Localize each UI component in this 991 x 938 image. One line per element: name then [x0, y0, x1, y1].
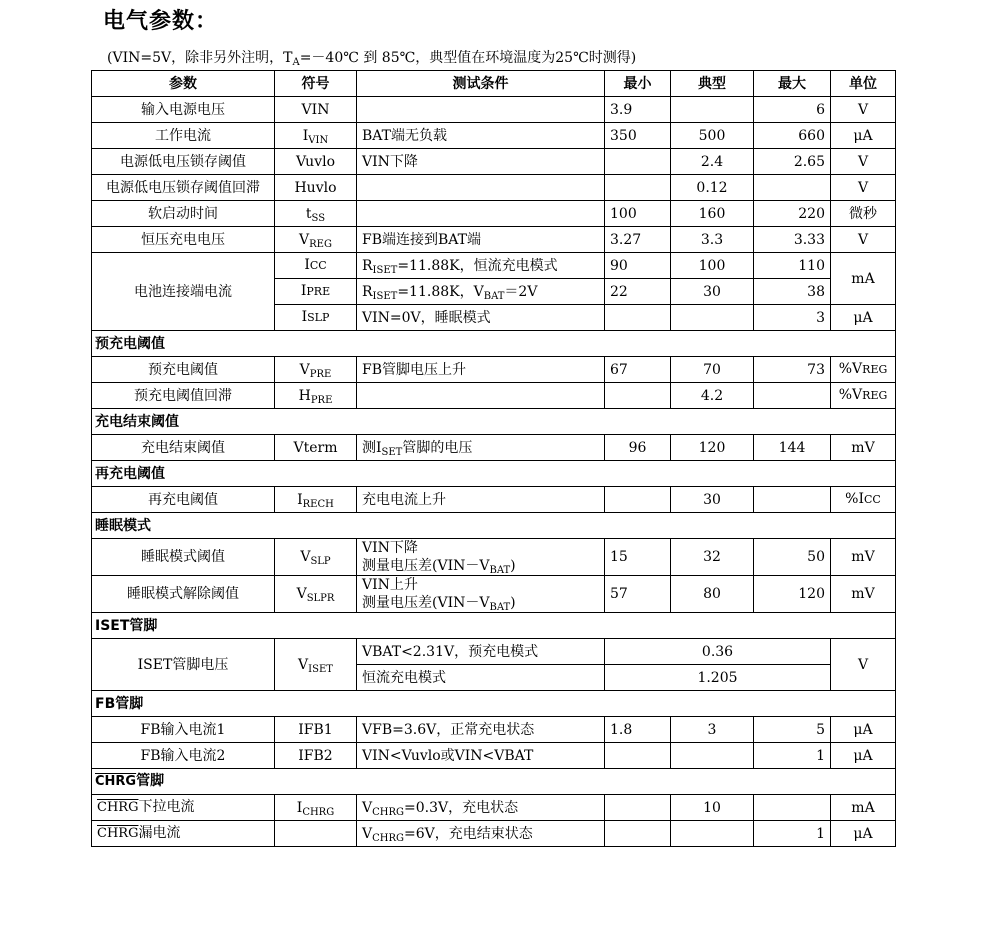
max-cell: [754, 487, 831, 513]
typ-cell: 0.36: [605, 639, 831, 665]
table-row: [92, 383, 896, 409]
section-row-sleep: [92, 513, 896, 539]
min-cell: 90: [605, 253, 671, 279]
condition-cell: BAT端无负载: [357, 123, 605, 149]
unit-cell: mA: [831, 253, 896, 305]
table-row: [92, 201, 896, 227]
param-cell: 电源低电压锁存阈值回滞: [92, 175, 275, 201]
min-cell: 15: [605, 539, 671, 576]
param-cell: 工作电流: [92, 123, 275, 149]
param-cell: 电源低电压锁存阈值: [92, 149, 275, 175]
min-cell: [605, 821, 671, 847]
table-row: [92, 149, 896, 175]
unit-cell: V: [831, 227, 896, 253]
header-typ: 典型: [671, 71, 754, 97]
unit-cell: μA: [831, 717, 896, 743]
unit-cell: %ICC: [831, 487, 896, 513]
param-cell: 恒压充电电压: [92, 227, 275, 253]
max-cell: 3.33: [754, 227, 831, 253]
page-title: 电气参数：: [103, 9, 219, 34]
symbol-cell: Vterm: [275, 435, 357, 461]
section-title: CHRG管脚: [92, 769, 896, 795]
max-cell: 5: [754, 717, 831, 743]
table-row: [92, 639, 896, 665]
table-row: [92, 576, 896, 613]
symbol-cell: IFB1: [275, 717, 357, 743]
symbol-cell: IPRE: [275, 279, 357, 305]
max-cell: 50: [754, 539, 831, 576]
param-cell: 预充电阈值: [92, 357, 275, 383]
condition-cell: $R_{ISET}=11.88K$，恒流充电模式: [357, 253, 605, 279]
typ-cell: 1.205: [605, 665, 831, 691]
typ-cell: 160: [671, 201, 754, 227]
table-row: [92, 227, 896, 253]
table-row: [92, 123, 896, 149]
header-min: 最小: [605, 71, 671, 97]
unit-cell: μA: [831, 123, 896, 149]
electrical-parameters-table: [91, 70, 896, 847]
unit-cell: 微秒: [831, 201, 896, 227]
typ-cell: 30: [671, 279, 754, 305]
condition-cell: VBAT<2.31V，预充电模式: [357, 639, 605, 665]
condition-cell: VIN<Vuvlo或VIN<VBAT: [357, 743, 605, 769]
condition-cell: FB端连接到BAT端: [357, 227, 605, 253]
typ-cell: 0.12: [671, 175, 754, 201]
min-cell: [605, 305, 671, 331]
symbol-cell: $t_{SS}$: [275, 201, 357, 227]
table-row: [92, 539, 896, 576]
typ-cell: [671, 305, 754, 331]
table-row: [92, 97, 896, 123]
param-cell: 充电结束阈值: [92, 435, 275, 461]
unit-cell: mV: [831, 576, 896, 613]
unit-cell: V: [831, 97, 896, 123]
condition-cell: 测$I_{SET}$管脚的电压: [357, 435, 605, 461]
symbol-cell: IFB2: [275, 743, 357, 769]
min-cell: 96: [605, 435, 671, 461]
table-row: [92, 821, 896, 847]
symbol-cell: [275, 821, 357, 847]
max-cell: 38: [754, 279, 831, 305]
typ-cell: 500: [671, 123, 754, 149]
section-title: 睡眠模式: [92, 513, 896, 539]
max-cell: 144: [754, 435, 831, 461]
max-cell: [754, 175, 831, 201]
condition-cell: [357, 175, 605, 201]
min-cell: 3.27: [605, 227, 671, 253]
section-row-iset-pin: [92, 613, 896, 639]
section-title: ISET管脚: [92, 613, 896, 639]
section-row-fb-pin: [92, 691, 896, 717]
condition-cell: [357, 201, 605, 227]
header-unit: 单位: [831, 71, 896, 97]
param-cell: ISET管脚电压: [92, 639, 275, 691]
test-conditions-note: (VIN=5V，除非另外注明，$T_A=-40℃$ 到 85℃，典型值在环境温度为25℃时测得): [107, 50, 637, 68]
unit-cell: mA: [831, 795, 896, 821]
section-title: 预充电阈值: [92, 331, 896, 357]
max-cell: 1: [754, 743, 831, 769]
unit-cell: μA: [831, 743, 896, 769]
param-cell: 再充电阈值: [92, 487, 275, 513]
symbol-cell: $V_{SLPR}$: [275, 576, 357, 613]
max-cell: [754, 795, 831, 821]
header-max: 最大: [754, 71, 831, 97]
section-row-precharge: [92, 331, 896, 357]
condition-cell: $V_{CHRG}=0.3V$，充电状态: [357, 795, 605, 821]
condition-cell: [357, 383, 605, 409]
min-cell: [605, 487, 671, 513]
typ-cell: [671, 743, 754, 769]
header-condition: 测试条件: [357, 71, 605, 97]
param-cell: CHRG下拉电流: [92, 795, 275, 821]
typ-cell: 32: [671, 539, 754, 576]
max-cell: 120: [754, 576, 831, 613]
table-row: [92, 253, 896, 279]
param-cell: 预充电阈值回滞: [92, 383, 275, 409]
min-cell: 22: [605, 279, 671, 305]
param-cell: CHRG漏电流: [92, 821, 275, 847]
max-cell: [754, 383, 831, 409]
condition-cell: VIN=0V，睡眠模式: [357, 305, 605, 331]
table-row: [92, 435, 896, 461]
header-param: 参数: [92, 71, 275, 97]
typ-cell: 4.2: [671, 383, 754, 409]
unit-cell: %VREG: [831, 383, 896, 409]
max-cell: 1: [754, 821, 831, 847]
max-cell: 3: [754, 305, 831, 331]
condition-cell: 充电电流上升: [357, 487, 605, 513]
condition-cell: $R_{ISET}=11.88K$，$V_{BAT}=2V$: [357, 279, 605, 305]
typ-cell: [671, 97, 754, 123]
unit-cell: mV: [831, 539, 896, 576]
param-cell: 电池连接端电流: [92, 253, 275, 331]
typ-cell: 30: [671, 487, 754, 513]
unit-cell: V: [831, 149, 896, 175]
max-cell: 2.65: [754, 149, 831, 175]
max-cell: 220: [754, 201, 831, 227]
unit-cell: %VREG: [831, 357, 896, 383]
table-row: [92, 743, 896, 769]
symbol-cell: $I_{CHRG}$: [275, 795, 357, 821]
typ-cell: 3.3: [671, 227, 754, 253]
param-cell: 输入电源电压: [92, 97, 275, 123]
section-row-chrg-pin: [92, 769, 896, 795]
symbol-cell: $V_{ISET}$: [275, 639, 357, 691]
param-cell: 软启动时间: [92, 201, 275, 227]
table-row: [92, 175, 896, 201]
min-cell: [605, 743, 671, 769]
section-title: 再充电阈值: [92, 461, 896, 487]
symbol-cell: ISLP: [275, 305, 357, 331]
unit-cell: μA: [831, 305, 896, 331]
typ-cell: 70: [671, 357, 754, 383]
symbol-cell: $V_{PRE}$: [275, 357, 357, 383]
unit-cell: μA: [831, 821, 896, 847]
param-cell: FB输入电流1: [92, 717, 275, 743]
table-row: [92, 357, 896, 383]
typ-cell: 10: [671, 795, 754, 821]
min-cell: 100: [605, 201, 671, 227]
min-cell: 3.9: [605, 97, 671, 123]
max-cell: 73: [754, 357, 831, 383]
param-cell: 睡眠模式阈值: [92, 539, 275, 576]
table-row: [92, 487, 896, 513]
typ-cell: 120: [671, 435, 754, 461]
section-title: 充电结束阈值: [92, 409, 896, 435]
symbol-cell: Vuvlo: [275, 149, 357, 175]
symbol-cell: $V_{SLP}$: [275, 539, 357, 576]
symbol-cell: VIN: [275, 97, 357, 123]
min-cell: [605, 383, 671, 409]
table-row: [92, 795, 896, 821]
symbol-cell: $I_{RECH}$: [275, 487, 357, 513]
min-cell: 67: [605, 357, 671, 383]
section-row-termination: [92, 409, 896, 435]
section-title: FB管脚: [92, 691, 896, 717]
typ-cell: 3: [671, 717, 754, 743]
header-symbol: 符号: [275, 71, 357, 97]
min-cell: [605, 175, 671, 201]
typ-cell: 100: [671, 253, 754, 279]
max-cell: 6: [754, 97, 831, 123]
typ-cell: 2.4: [671, 149, 754, 175]
symbol-cell: $V_{REG}$: [275, 227, 357, 253]
min-cell: [605, 795, 671, 821]
table-row: [92, 717, 896, 743]
typ-cell: 80: [671, 576, 754, 613]
min-cell: 1.8: [605, 717, 671, 743]
min-cell: 350: [605, 123, 671, 149]
condition-cell: [357, 97, 605, 123]
unit-cell: V: [831, 639, 896, 691]
param-cell: FB输入电流2: [92, 743, 275, 769]
section-row-recharge: [92, 461, 896, 487]
typ-cell: [671, 821, 754, 847]
condition-cell: FB管脚电压上升: [357, 357, 605, 383]
condition-cell: VIN下降 测量电压差$(VIN-V_{BAT})$: [357, 539, 605, 576]
symbol-cell: ICC: [275, 253, 357, 279]
condition-cell: $V_{CHRG}=6V$，充电结束状态: [357, 821, 605, 847]
max-cell: 660: [754, 123, 831, 149]
condition-cell: VFB=3.6V，正常充电状态: [357, 717, 605, 743]
unit-cell: mV: [831, 435, 896, 461]
condition-cell: VIN下降: [357, 149, 605, 175]
unit-cell: V: [831, 175, 896, 201]
param-cell: 睡眠模式解除阈值: [92, 576, 275, 613]
condition-cell: 恒流充电模式: [357, 665, 605, 691]
min-cell: [605, 149, 671, 175]
table-header-row: [92, 71, 896, 97]
condition-cell: VIN上升 测量电压差$(VIN-V_{BAT})$: [357, 576, 605, 613]
symbol-cell: Huvlo: [275, 175, 357, 201]
min-cell: 57: [605, 576, 671, 613]
symbol-cell: $I_{VIN}$: [275, 123, 357, 149]
symbol-cell: $H_{PRE}$: [275, 383, 357, 409]
max-cell: 110: [754, 253, 831, 279]
